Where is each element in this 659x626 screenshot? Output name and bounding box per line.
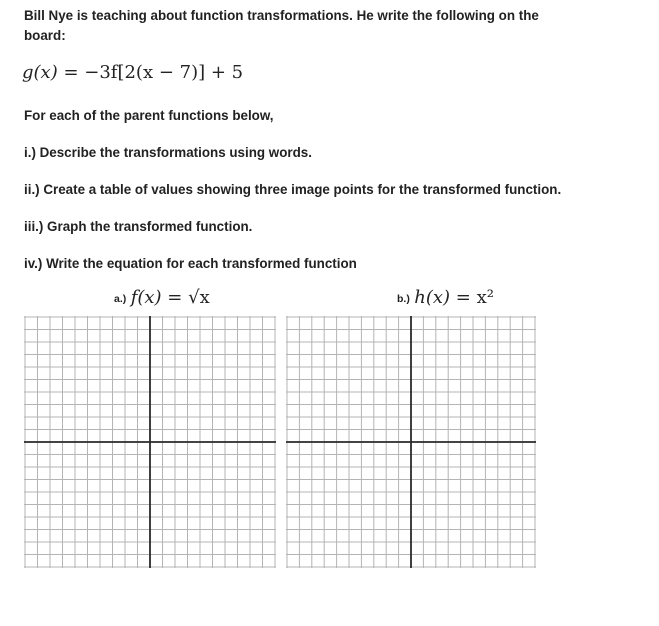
coordinate-grid-b[interactable] (286, 316, 536, 568)
graph-b-rhs: x² (476, 287, 494, 308)
graph-a-function: f(x) (130, 287, 162, 308)
graph-a-equals: = (161, 287, 189, 308)
instruction-item: ii.) Create a table of values showing three image points for the transformed function. (24, 182, 562, 197)
graph-b-equals: = (450, 287, 477, 308)
intro-line-1: Bill Nye is teaching about function transformations. He write the following on the (24, 8, 539, 23)
transformation-equation (22, 62, 243, 83)
equation-rhs: −3f[2(x − 7)] + 5 (84, 62, 244, 83)
graph-b-function: h(x) (414, 287, 451, 308)
graph-a-rhs: √x (188, 287, 210, 308)
intro-line-2: board: (24, 28, 66, 43)
instruction-item: iv.) Write the equation for each transformed function (24, 256, 357, 271)
graph-b-label (397, 287, 494, 308)
coordinate-grid-a[interactable] (24, 316, 276, 568)
graph-b-tag: b.) (397, 292, 410, 305)
instruction-lead: For each of the parent functions below, (24, 108, 274, 123)
equation-equals: = (57, 62, 85, 83)
graph-a-tag: a.) (114, 292, 127, 305)
instruction-item: iii.) Graph the transformed function. (24, 219, 253, 234)
graph-a-label (114, 287, 210, 308)
equation-lhs: g(x) (22, 62, 58, 83)
instruction-item: i.) Describe the transformations using words. (24, 145, 312, 160)
